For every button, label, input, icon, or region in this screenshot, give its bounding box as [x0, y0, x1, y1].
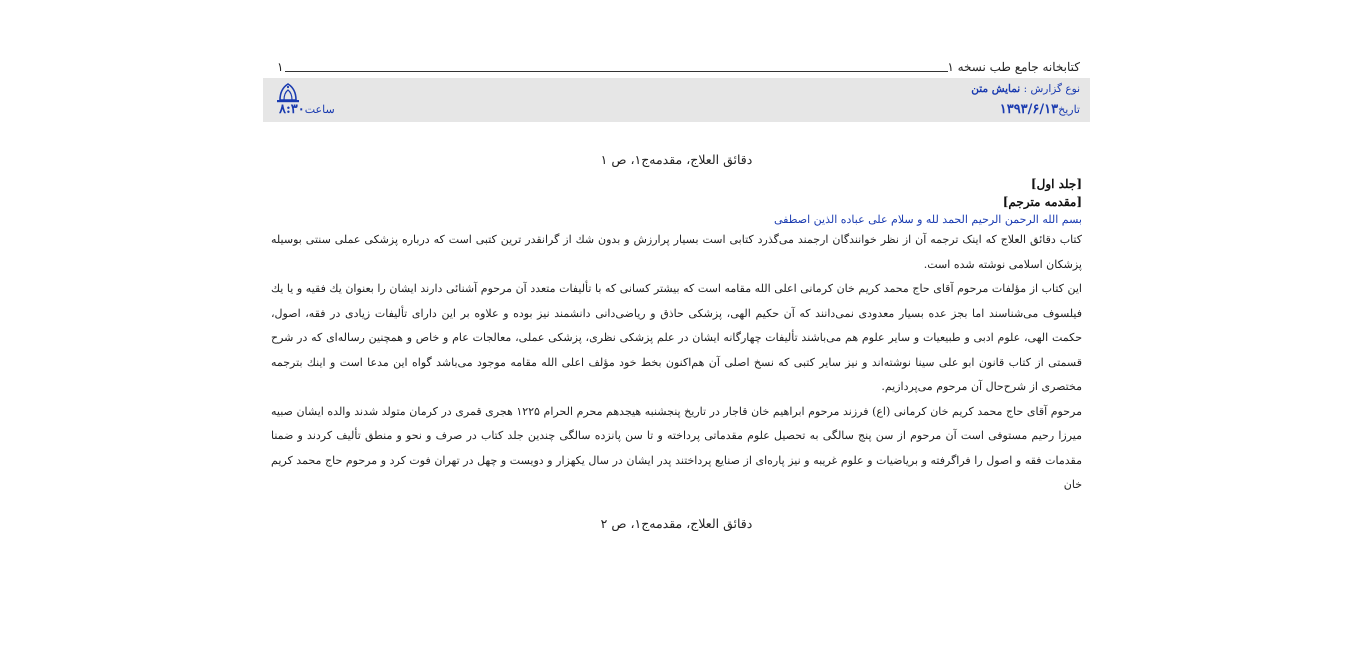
library-logo-icon — [275, 81, 301, 105]
report-type — [971, 83, 1080, 95]
report-date — [1000, 102, 1080, 117]
page-caption-2: دقائق العلاج، مقدمه‌ج۱، ص ۲ — [600, 515, 753, 531]
date-label: تاریخ — [1058, 103, 1080, 116]
report-header-band — [263, 78, 1090, 122]
title-end-number: ۱ — [277, 60, 284, 74]
time-value: ۸:۳۰ — [279, 102, 305, 117]
report-type-label: نوع گزارش : — [1020, 83, 1080, 95]
date-value: ۱۳۹۳/۶/۱۳ — [999, 102, 1059, 117]
bismillah-line: بسم الله الرحمن الرحیم الحمد لله و سلام علی عباده الذین اصطفی — [773, 213, 1082, 226]
paragraph-2: این کتاب از مؤلفات مرحوم آقای حاج محمد کریم خان کرمانی اعلی الله مقامه است که بیشتر کسانی که با تألیفات متعدد آن مرحوم آشنائی دارند ایشان را بعنوان یك فقیه و یا یك فیلسوف می‌شناسند اما بجز عده بسیار معدودی نمی‌دانند که آن حکیم الهی، پزشکی حاذق و ریاضی‌دانی دانشمند نیز بوده و علاوه بر این دارای تألیفات زیادی در فقه، اصول، حکمت الهی، علوم ادبی و طبیعیات و سایر علوم هم می‌باشند تألیفات چهارگانه ایشان در علم پزشکی نظری، پزشکی عملی، معالجات عام و خاص و همچنین رساله‌ای که در شرح قسمتی از کتاب قانون ابو علی سینا نوشته‌اند و نیز سایر کتبی که نسخ اصلی آن هم‌اکنون بخط خود مؤلف اعلی الله مقامه موجود می‌باشد گواه این مدعا است و اینك بترجمه مختصری از شرح‌حال آن مرحوم می‌پردازیم. — [271, 282, 1082, 393]
library-title-line — [263, 56, 1090, 78]
paragraph-1: کتاب دقائق العلاج که اینک ترجمه آن از نظر خوانندگان ارجمند می‌گذرد کتابی است بسیار پرارزش و بدون شك از گرانقدر ترین کتبی است که درباره پزشکی عملی سنتی بوسیله پزشکان اسلامی نوشته شده است. — [271, 233, 1082, 271]
translator-heading: [مقدمه مترجم] — [1002, 195, 1082, 209]
title-rule — [285, 71, 948, 72]
document-page — [263, 56, 1090, 531]
volume-heading: [جلد اول] — [1030, 177, 1082, 191]
paragraph-3: مرحوم آقای حاج محمد کریم خان کرمانی (اع) فرزند مرحوم ابراهیم خان قاجار در تاریخ پنجشنبه هیجدهم محرم الحرام ۱۲۲۵ هجری قمری در کرمان متولد شدند والده ایشان صبیه میرزا رحیم مستوفی است آن مرحوم از سن پنج سالگی به تحصیل علوم مقدماتی پرداخته و تا سن پانزده سالگی چندین جلد کتاب در صرف و نحو و منطق تألیف کردند و ضمنا مقدمات فقه و اصول را فراگرفته و بریاضیات و علوم غریبه و نیز پاره‌ای از صنایع پرداختند پدر ایشان در سال یکهزار و دویست و چهل در تهران فوت کرد و مرحوم حاج محمد کریم خان — [271, 404, 1082, 491]
time-label: ساعت — [304, 103, 335, 116]
page-caption-1: دقائق العلاج، مقدمه‌ج۱، ص ۱ — [600, 152, 753, 167]
library-title: کتابخانه جامع طب نسخه ۱ — [947, 60, 1080, 74]
report-type-value: نمایش متن — [971, 83, 1021, 95]
